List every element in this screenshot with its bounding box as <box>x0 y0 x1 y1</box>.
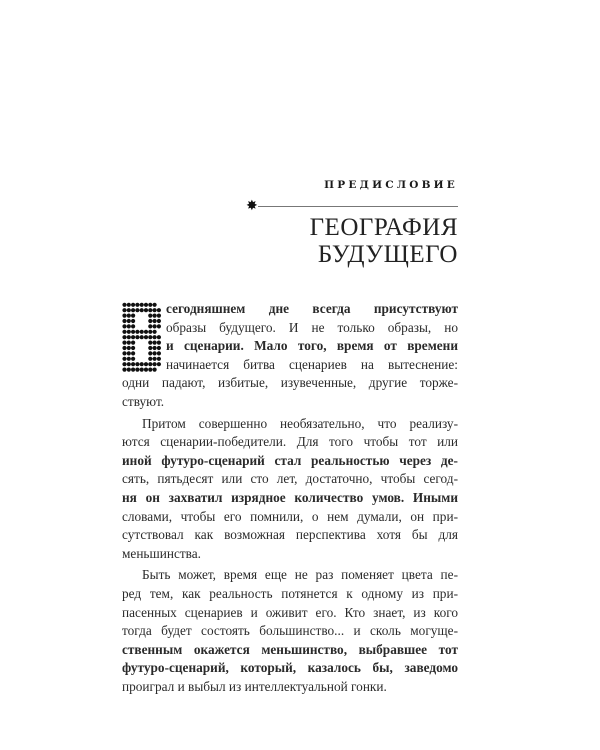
header-rule <box>258 206 458 207</box>
text-line: ня он захватил изрядное количество умов. Иными <box>122 489 458 505</box>
text-line: ствуют. <box>122 393 165 409</box>
paragraph <box>122 415 458 564</box>
text-line: иной футуро-сценарий стал реальностью через де- <box>122 452 458 468</box>
text-line: меньшинства. <box>122 545 202 561</box>
star-ornament-icon: ✸ <box>246 198 258 214</box>
paragraph <box>122 566 458 696</box>
text-line: ред тем, как реальность потянется к одному из при- <box>122 585 458 601</box>
title-line: БУДУЩЕГО <box>317 241 458 268</box>
text-line: Притом совершенно необязательно, что реализу- <box>142 415 458 431</box>
text-line: Быть может, время еще не раз поменяет цвета пе- <box>142 567 458 583</box>
text-line: ются сценарии-победители. Для того чтобы тот или <box>122 434 458 450</box>
text-line: футуро-сценарий, который, казалось бы, заведомо <box>122 660 458 676</box>
text-line: образы будущего. И не только образы, но <box>166 319 458 335</box>
text-line: и сценарии. Мало того, время от времени <box>166 338 458 354</box>
text-line: одни падают, избитые, изувеченные, другие торже- <box>122 375 458 391</box>
text-line: тогда будет состоять большинство... и сколь могуще- <box>122 623 458 639</box>
text-line: сегодняшнем дне всегда присутствуют <box>166 301 458 316</box>
text-line: сять, пятьдесят или сто лет, достаточно, чтобы сегод- <box>122 471 458 487</box>
chapter-kicker: ПРЕДИСЛОВИЕ <box>324 179 458 191</box>
paragraph <box>122 300 458 412</box>
text-line: ственным окажется меньшинство, выбравшее тот <box>122 641 458 657</box>
chapter-title <box>310 214 458 268</box>
text-line: словами, чтобы его помнили, о нем думали, он при- <box>122 508 458 524</box>
text-line: пасенных сценариев и оживит его. Кто знает, из кого <box>122 604 458 620</box>
title-line: ГЕОГРАФИЯ <box>309 214 458 241</box>
text-line: проиграл и выбыл из интеллектуальной гонки. <box>122 678 387 694</box>
text-line: сутствовал как возможная перспектива хотя бы для <box>122 527 458 543</box>
chapter-body <box>122 300 458 699</box>
text-line: начинается битва сценариев на вытеснение: <box>166 356 458 372</box>
